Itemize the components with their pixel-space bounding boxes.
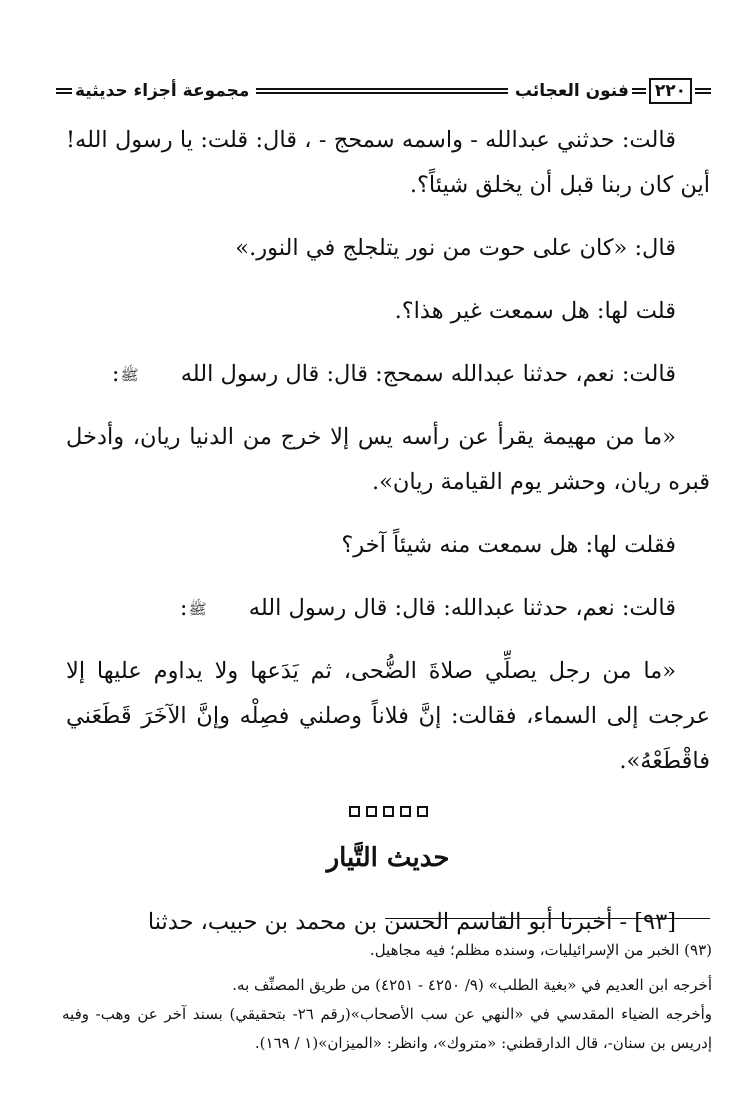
paragraph: قلت لها: هل سمعت غير هذا؟. <box>394 298 676 324</box>
section-separator <box>66 802 710 822</box>
colon: : <box>179 595 188 621</box>
footnote: أخرجه ابن العديم في «بغية الطلب» (٩/ ٤٢٥٠ - ٤٢٥١) من طريق المصنِّف به. <box>232 976 712 994</box>
header-rule-short <box>632 88 646 94</box>
paragraph <box>66 586 710 631</box>
paragraph: قالت: حدثني عبدالله - واسمه سمحج - ، قال: قلت: يا رسول الله! أين كان ربنا قبل أن يخلق شيئاً؟. <box>66 127 710 198</box>
footnotes <box>62 936 712 1058</box>
separator-box <box>400 806 411 817</box>
separator-box <box>349 806 360 817</box>
running-header <box>56 74 711 108</box>
footnote: (٩٣) الخبر من الإسرائيليات، وسنده مظلم؛ فيه مجاهيل. <box>369 941 712 959</box>
header-rule-right <box>695 88 711 94</box>
page-number: ٢٢٠ <box>649 78 692 104</box>
paragraph <box>66 352 710 397</box>
paragraph: فقلت لها: هل سمعت منه شيئاً آخر؟ <box>341 532 676 558</box>
footnote: وأخرجه الضياء المقدسي في «النهي عن سب الأصحاب»(رقم ٢٦- بتحقيقي) بسند آخر عن وهب- وفيه إدريس بن سنان-، قال الدارقطني: «متروك»، وانظر: «الميزان»(١ / ١٦٩). <box>62 1005 713 1052</box>
hadith-quote: «ما من مهيمة يقرأ عن رأسه يس إلا خرج من الدنيا ريان، وأدخل قبره ريان، وحشر يوم القيامة ريان». <box>66 424 710 495</box>
book-title: فنون العجائب <box>514 81 629 101</box>
salutation-glyph: ﷺ <box>188 600 207 618</box>
separator-box <box>417 806 428 817</box>
separator-box <box>383 806 394 817</box>
colon: : <box>111 361 120 387</box>
paragraph-text: قالت: نعم، حدثنا عبدالله: قال: قال رسول الله <box>248 595 676 621</box>
separator-box <box>366 806 377 817</box>
section-title: حديث التَّيار <box>326 843 450 873</box>
paragraph-text: قالت: نعم، حدثنا عبدالله سمحج: قال: قال رسول الله <box>180 361 676 387</box>
header-rule-long <box>256 88 507 94</box>
hadith-quote: «ما من رجل يصلِّي صلاةَ الضُّحى، ثم يَدَعها ولا يداوم عليها إلا عرجت إلى السماء، فقالت: إنَّ فلاناً وصلني فصِلْه وإنَّ الآخَرَ قَطَعَني فاقْطَعْهُ». <box>66 658 710 774</box>
series-title: مجموعة أجزاء حديثية <box>75 81 250 101</box>
header-rule-left <box>56 88 72 94</box>
paragraph: [٩٣] - أخبرنا أبو القاسم الحسن بن محمد بن حبيب، حدثنا <box>147 909 676 935</box>
footnote-rule <box>385 918 710 919</box>
main-text <box>66 118 710 967</box>
salutation-glyph: ﷺ <box>120 366 139 384</box>
paragraph: قال: «كان على حوت من نور يتلجلج في النور.» <box>235 235 676 261</box>
